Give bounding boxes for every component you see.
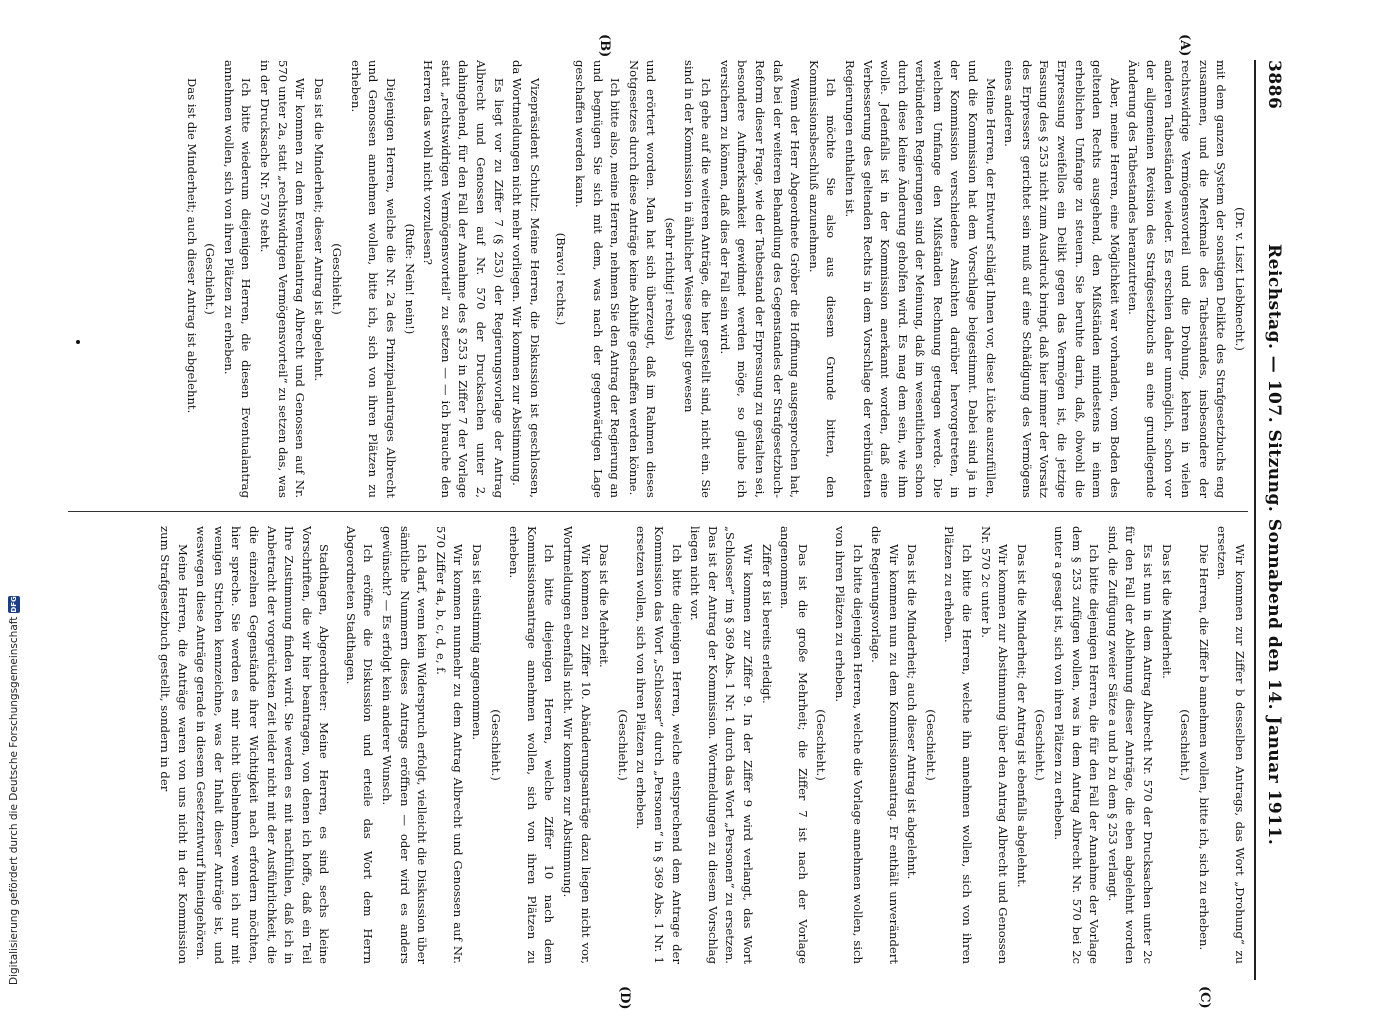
stage-direction: (Bravo! rechts.)	[554, 232, 569, 326]
stage-direction: (Geschieht.)	[203, 243, 218, 315]
paragraph: Das ist die Minderheit; auch dieser Antrag ist abgelehnt.	[905, 544, 920, 880]
paragraph: Das ist die Minderheit.	[1159, 544, 1174, 679]
paragraph: Wenn der Herr Abgeordnete Gröber die Hoffnung ausgesprochen hat, daß bei der weiteren Behandlung des Gegenstandes der Strafgesetzbuch-Reform dieser Frage, wie der Tatbestand der Erpressung zu gestalten sei, besondere Aufmerksamkeit gewidmet werden möge, so glaube ich versichern zu können, daß dies der Fall sein wird.	[717, 60, 803, 498]
paragraph: Wir kommen zu Ziffer 10. Abänderungsanträge dazu liegen nicht vor, Wortmeldungen ebenfalls nicht. Wir kommen zur Abstimmung.	[561, 526, 593, 964]
paragraph: Ich eröffne die Diskussion und erteile das Wort dem Herrn Abgeordneten Stadthagen.	[343, 526, 376, 964]
paragraph: Wir kommen zur Abstimmung über den Antrag Albrecht und Genossen Nr. 570 2c unter b.	[978, 526, 1011, 964]
paragraph: Wir kommen zur Ziffer b desselben Antrags, das Wort „Drohung“ zu ersetzen.	[1215, 526, 1247, 964]
stage-direction: (Rufe: Nein! nein!)	[402, 223, 417, 335]
paragraph: Ich bitte diejenigen Herren, welche Ziffer 10 nach dem Kommissionsantrage annehmen wollen, sich von ihren Plätzen zu erheben.	[507, 526, 557, 964]
paragraph: Diejenigen Herren, welche die Nr. 2a des Prinzipalantrages Albrecht und Genossen annehmen wollen, bitte ich, sich von ihren Plätzen zu erheben.	[348, 60, 399, 498]
paragraph: Das ist die Minderheit; dieser Antrag ist abgelehnt.	[311, 78, 326, 382]
margin-marker-d: (D)	[617, 986, 632, 1010]
left-column	[68, 60, 1248, 498]
right-column	[68, 526, 1248, 964]
paragraph: Ich möchte Sie also aus diesem Grunde bitten, den Kommissionsbeschluß anzunehmen.	[806, 60, 839, 498]
scanned-page	[62, 34, 1292, 1010]
paragraph-gap	[332, 526, 340, 964]
paragraph: Wir kommen zu dem Eventualantrag Albrecht und Genossen auf Nr. 570 unter 2a, statt „rechtswidrigen Vermögensvorteil“ zu setzen das, was in der Drucksache Nr. 570 steht.	[257, 60, 308, 498]
paragraph: Ziffer 8 ist bereits erledigt.	[759, 544, 774, 704]
paragraph-gap	[543, 60, 551, 498]
page-title: Reichstag. — 107. Sitzung. Sonnabend den 14. Januar 1911.	[1264, 244, 1284, 846]
margin-marker-b: (B)	[597, 34, 612, 58]
paragraph: Ich bitte also, meine Herren, nehmen Sie den Antrag der Regierung an und begnügen Sie sich mit dem, was nach der gegenwärtigen Lage geschaffen werden kann.	[573, 60, 623, 498]
paragraph: Ich darf, wenn kein Widerspruch erfolgt, vielleicht die Diskussion über sämtliche Nummern dieses Antrags eröffnen — oder wird es anders gewünscht? — Es erfolgt kein anderer Wunsch.	[380, 526, 430, 964]
stage-direction: (Geschieht.)	[488, 709, 503, 781]
ink-dot	[76, 340, 80, 344]
paragraph: Ich bitte diejenigen Herren, welche die Vorlage annehmen wollen, sich von ihren Plätzen zu erheben.	[832, 526, 865, 964]
paragraph: Das ist die Minderheit; der Antrag ist ebenfalls abgelehnt.	[1014, 544, 1029, 888]
paragraph: Aber, meine Herren, eine Möglichkeit war vorhanden, vom Boden des geltenden Rechts ausgehend, den Mißständen mindestens in einem erheblichen Umfange zu steuern. Sie beruhte darin, daß, obwohl die Erpressung zweifellos ein Delikt gegen das Vermögen ist, die jetzige Fassung des § 253 nicht zum Ausdruck bringt, daß hier immer der Vorsatz des Erpressers gerichtet sein muß auf eine Schädigung des Vermögens eines anderen.	[1002, 60, 1122, 498]
paragraph: Vizepräsident Schultz: Meine Herren, die Diskussion ist geschlossen, da Wortmeldungen nicht mehr vorliegen. Wir kommen zur Abstimmung.	[510, 60, 542, 498]
paragraph: und erörtert worden. Man hat sich überzeugt, daß im Rahmen dieses Notgesetzes durch diese Anträge keine Abhilfe geschaffen werden könne.	[626, 60, 659, 498]
paragraph: Es ist nun in dem Antrag Albrecht Nr. 570 der Drucksachen unter 2c für den Fall der Ablehnung dieser Anträge, die eben abgelehnt worden sind, die Zufügung zweier Sätze a und b zu dem § 253 verlangt.	[1105, 526, 1156, 964]
paragraph: Ich bitte die Herren, welche ihn annehmen wollen, sich von ihren Plätzen zu erheben.	[942, 526, 975, 964]
paragraph: Ich bitte diejenigen Herren, welche entsprechend dem Antrage der Kommission das Wort „Schlosser“ durch „Personen“ in § 369 Abs. 1 Nr. 1 ersetzen wollen, sich von ihren Plätzen zu erheben.	[634, 526, 684, 964]
paragraph: Das ist die Minderheit; auch dieser Antrag ist abgelehnt.	[184, 78, 199, 414]
stage-direction: (Geschieht.)	[615, 709, 630, 781]
stage-direction: (Dr. v. Liszt Liebknecht.)	[1233, 207, 1247, 351]
paragraph: Wir kommen nun zu dem Kommissionsantrag. Er enthält unverändert die Regierungsvorlage.	[869, 526, 901, 964]
paragraph: Es liegt vor zu Ziffer 7 (§ 253) der Regierungsvorlage der Antrag Albrecht und Genossen auf Nr. 570 der Drucksachen unter 2, dahingehend, für den Fall der Annahme des § 253 in Ziffer 7 der Vorlage statt „rechtswidrigen Vermögensvorteil“ zu setzen — — ich brauche den Herren das wohl nicht vorzulesen?	[421, 60, 506, 498]
paragraph: Das ist die Mehrheit.	[597, 544, 612, 668]
dfg-logo: DFG	[10, 596, 18, 613]
paragraph: Meine Herren, der Entwurf schlägt Ihnen vor, diese Lücke auszufüllen, und die Kommission hat dem Vorschlage beigestimmt. Dabei sind ja in der Kommission verschiedene Ansichten darüber hervorgetreten, in welchem Umfange den Mißständen Rechnung getragen werde. Die verbündeten Regierungen sind der Meinung, daß im wesentlichen schon durch diese kleine Änderung geholfen wird. Es mag dem sein, wie ihm wolle. Jedenfalls ist in der Kommission anerkannt worden, daß eine Verbesserung des geltenden Rechts in dem Vorschlage der verbündeten Regierungen enthalten ist.	[842, 60, 998, 498]
stage-direction: (Geschieht.)	[1033, 709, 1048, 781]
page-number: 3886	[1264, 60, 1284, 110]
paragraph: Wir kommen nunmehr zu dem Antrag Albrecht und Genossen auf Nr. 570 Ziffer 4a, b, c, d, e, f.	[433, 526, 466, 964]
paragraph: Meine Herren, die Anträge waren von uns nicht in der Kommission zum Strafgesetzbuch gestellt, sondern in der	[157, 526, 190, 964]
paragraph: Das ist einstimmig angenommen.	[470, 544, 485, 741]
stage-direction: (Geschieht.)	[814, 709, 829, 781]
paragraph: mit dem ganzen System der sonstigen Delikte des Strafgesetzbuchs eng zusammen, und die Merkmale des Tatbestandes, insbesondere der rechtswidrige Vermögensvorteil und die Drohung, kehren in vielen anderen Tatbeständen wieder. Es erschien daher unmöglich, schon vor der allgemeinen Revision des Strafgesetzbuchs an eine grundlegende Änderung des Tatbestandes heranzutreten.	[1126, 60, 1229, 498]
margin-marker-a: (A)	[1177, 34, 1192, 57]
paragraph: Wir kommen zur Ziffer 9. In der Ziffer 9 wird verlangt, das Wort „Schlosser“ im § 369 Abs. 1 Nr. 1 durch das Wort „Personen“ zu ersetzen. Das ist der Antrag der Kommission. Wortmeldungen zu diesem Vorschlag liegen nicht vor.	[688, 526, 755, 964]
column-divider	[68, 511, 1248, 512]
paragraph: Die Herren, die Ziffer b annehmen wollen, bitte ich, sich zu erheben.	[1196, 544, 1211, 951]
credit-text: Digitalisierung gefördert durch die Deutsche Forschungsgemeinschaft	[8, 616, 20, 985]
paragraph: Ich gehe auf die weiteren Anträge, die hier gestellt sind, nicht ein. Sie sind in der Kommission in ähnlicher Weise gestellt gewesen	[681, 60, 714, 498]
digitization-credit	[6, 596, 22, 985]
margin-marker-c: (C)	[1197, 986, 1212, 1009]
paragraph: Das ist die große Mehrheit; die Ziffer 7 ist nach der Vorlage angenommen.	[778, 526, 810, 964]
stage-direction: (Geschieht.)	[1178, 709, 1193, 781]
paragraph: Ich bitte diejenigen Herren, die für den Fall der Annahme der Vorlage dem § 253 zufügen wollen, was in dem Antrag Albrecht Nr. 570 bei 2c unter a gesagt ist, sich von ihren Plätzen zu erheben.	[1052, 526, 1102, 964]
stage-direction: (Geschieht.)	[923, 709, 938, 781]
paragraph: Stadthagen, Abgeordneter: Meine Herren, es sind sechs kleine Vorschriften, die wir hier beantragen, von denen ich hoffe, daß ein Teil Ihre Zustimmung finden wird. Sie werden es mit nachfühlen, daß ich in Anbetracht der vorgerückten Zeit leider nicht mit der Ausführlichkeit, die die einzelnen Gegenstände ihrer Wichtigkeit nach erfordern möchten, hier spreche. Sie werden es mir nicht übelnehmen, wenn ich nur mit wenigen Strichen kennzeichne, was der Inhalt dieser Anträge ist, und weswegen diese Anträge gerade in diesem Gesetzentwurf hineingehören.	[194, 526, 332, 964]
paragraph: Ich bitte wiederum diejenigen Herren, die diesen Eventualantrag annehmen wollen, sich von ihren Plätzen zu erheben.	[221, 60, 254, 498]
page-content	[62, 34, 1292, 1010]
stage-direction: (sehr richtig! rechts)	[663, 217, 677, 341]
stage-direction: (Geschieht.)	[330, 243, 345, 315]
page-header	[1254, 60, 1292, 980]
